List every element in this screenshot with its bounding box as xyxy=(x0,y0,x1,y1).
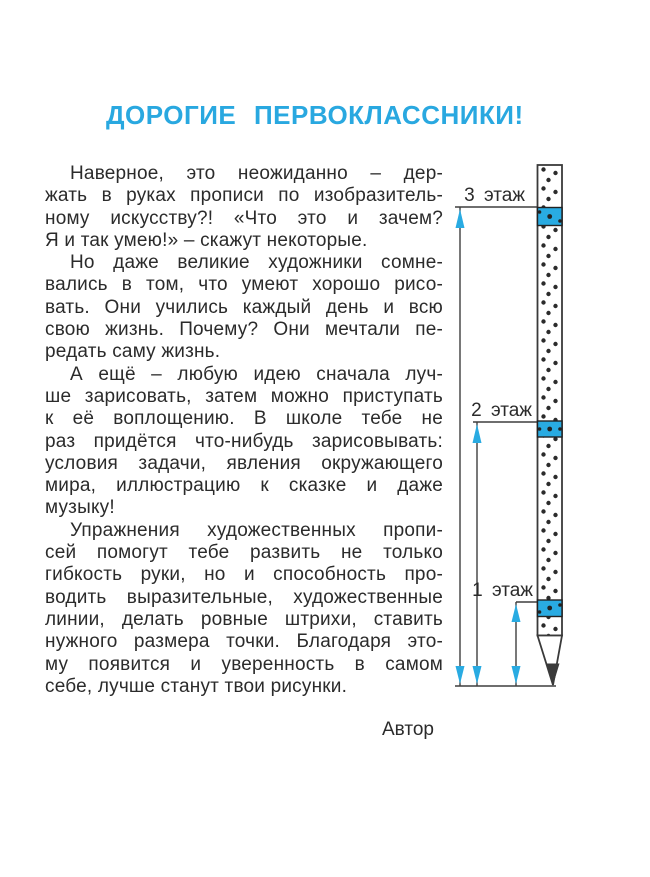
band-dot xyxy=(547,606,552,611)
pencil-illustration xyxy=(440,150,650,710)
floor2-label: 2 этаж xyxy=(471,400,532,421)
text-line: редать саму жизнь. xyxy=(45,341,221,363)
floor1-label: 1 этаж xyxy=(472,580,533,601)
page-title: ДОРОГИЕ ПЕРВОКЛАССНИКИ! xyxy=(106,100,524,130)
text-line: музыку! xyxy=(45,497,115,519)
text-line: условия задачи, явления окружающего xyxy=(45,452,443,474)
text-line: Но даже великие художники сомне- xyxy=(70,252,443,274)
text-line: ше зарисовать, затем можно приступать xyxy=(45,385,443,407)
body-text xyxy=(45,163,443,698)
text-line: мира, иллюстрацию к сказке и даже xyxy=(45,475,443,497)
pencil-tip-wood xyxy=(538,636,563,686)
arrow-up-icon xyxy=(473,424,482,443)
band-dot xyxy=(547,214,552,219)
floor1-band xyxy=(538,600,563,617)
text-line: жать в руках прописи по изобразитель- xyxy=(45,185,443,207)
text-line: вать. Они учились каждый день и всю xyxy=(45,296,443,318)
pencil-body xyxy=(538,165,563,636)
band-dot xyxy=(538,610,542,614)
text-line: Упражнения художественных пропи- xyxy=(70,519,443,541)
text-line: А ещё – любую идею сначала луч- xyxy=(70,363,443,385)
text-line: Я и так умею!» – скажут некоторые. xyxy=(45,229,368,251)
pencil-tip-graphite xyxy=(547,664,560,686)
band-dot xyxy=(538,210,542,214)
band-dot xyxy=(558,427,562,431)
arrow-down-icon xyxy=(456,666,465,684)
floor3-band xyxy=(538,208,563,226)
arrow-down-icon xyxy=(473,666,482,684)
text-line: гибкость руки, но и способность про- xyxy=(45,564,443,586)
arrow-down-icon xyxy=(512,666,521,684)
text-line: Наверное, это неожиданно – дер- xyxy=(70,163,443,184)
text-line: ному искусству?! «Что это и зачем? xyxy=(45,207,443,229)
band-dot xyxy=(538,427,542,431)
floor2-band xyxy=(538,421,563,437)
band-dot xyxy=(558,219,562,223)
floor3-label: 3 этаж xyxy=(464,185,525,206)
text-line: му появится и уверенность в самом xyxy=(45,653,443,675)
text-line: раз придётся что-нибудь зарисовывать: xyxy=(45,430,443,452)
band-dot xyxy=(558,603,562,607)
text-line: вались в том, что умеют хорошо рисо- xyxy=(45,274,443,296)
text-line: к её воплощению. В школе тебе не xyxy=(45,408,443,430)
band-dot xyxy=(547,427,552,432)
text-line: свою жизнь. Почему? Они мечтали пе- xyxy=(45,319,443,341)
text-line: линии, делать ровные штрихи, ставить xyxy=(45,608,443,630)
arrow-up-icon xyxy=(456,209,465,228)
text-line: себе, лучше станут твои рисунки. xyxy=(45,675,348,697)
author-signature: Автор xyxy=(382,719,434,740)
arrow-up-icon xyxy=(512,604,521,622)
text-line: сей помогут тебе развить не только xyxy=(45,542,443,564)
text-line: водить выразительные, художественные xyxy=(45,586,443,608)
text-line: нужного размера точки. Благодаря это- xyxy=(45,631,443,653)
